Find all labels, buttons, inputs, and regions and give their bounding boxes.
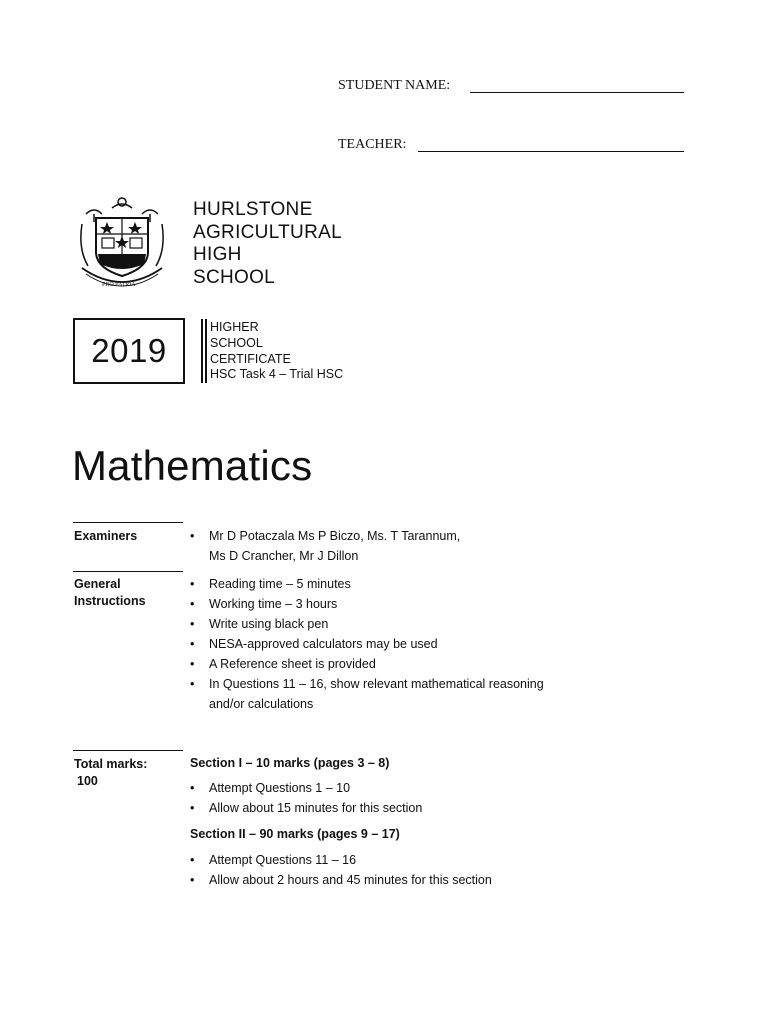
total-marks-label: Total marks: — [74, 757, 148, 771]
instructions-label — [74, 576, 146, 610]
teacher-field[interactable] — [418, 151, 684, 152]
marks-rule — [73, 750, 183, 751]
list-item: • Write using black pen — [190, 614, 544, 634]
year-box — [73, 318, 185, 384]
list-item: • A Reference sheet is provided — [190, 654, 544, 674]
school-name-line: AGRICULTURAL — [193, 221, 342, 243]
school-name-line: HIGH — [193, 244, 242, 265]
total-marks-value: 100 — [77, 774, 98, 788]
certificate-bar-outer — [201, 319, 203, 383]
exam-year: 2019 — [91, 332, 167, 369]
instructions-label-line: General — [74, 577, 121, 591]
examiners-continuation: Ms D Crancher, Mr J Dillon — [209, 549, 359, 563]
school-crest-icon — [76, 194, 168, 292]
list-item: • Working time – 3 hours — [190, 594, 544, 614]
examiners-list — [190, 526, 460, 546]
list-item: • Allow about 2 hours and 45 minutes for this section — [190, 870, 492, 890]
section2-heading: Section II – 90 marks (pages 9 – 17) — [190, 827, 400, 841]
examiners-line: • Mr D Potaczala Ms P Biczo, Ms. T Tarannum, — [190, 526, 460, 546]
section1-heading: Section I – 10 marks (pages 3 – 8) — [190, 756, 390, 770]
instructions-label-line: Instructions — [74, 594, 146, 608]
section1-list — [190, 778, 422, 818]
student-name-field[interactable] — [470, 92, 684, 93]
school-name — [193, 199, 342, 289]
list-item: • NESA-approved calculators may be used — [190, 634, 544, 654]
certificate-line: SCHOOL — [210, 335, 263, 350]
svg-text:PRO PATRIA: PRO PATRIA — [102, 282, 136, 288]
instructions-continuation: and/or calculations — [209, 697, 314, 711]
school-name-line: HURLSTONE — [193, 199, 313, 220]
examiners-label: Examiners — [74, 529, 138, 543]
student-name-label: STUDENT NAME: — [338, 78, 451, 93]
list-item: • Attempt Questions 11 – 16 — [190, 850, 492, 870]
list-item: • In Questions 11 – 16, show relevant mathematical reasoning — [190, 674, 544, 694]
certificate-info — [210, 320, 343, 383]
certificate-line: CERTIFICATE — [210, 351, 291, 366]
school-name-line: SCHOOL — [193, 266, 276, 288]
teacher-label: TEACHER: — [338, 137, 407, 152]
list-item: • Attempt Questions 1 – 10 — [190, 778, 422, 798]
examiners-rule — [73, 522, 183, 523]
certificate-bar-inner — [205, 319, 207, 383]
list-item: • Allow about 15 minutes for this section — [190, 798, 422, 818]
subject-title: Mathematics — [72, 442, 313, 489]
instructions-list — [190, 574, 544, 694]
list-item: • Reading time – 5 minutes — [190, 574, 544, 594]
instructions-rule — [73, 571, 183, 572]
student-name-row — [338, 78, 450, 94]
teacher-row — [338, 137, 406, 153]
certificate-line: HIGHER — [210, 320, 259, 334]
certificate-line: HSC Task 4 – Trial HSC — [210, 367, 344, 382]
section2-list — [190, 850, 492, 890]
